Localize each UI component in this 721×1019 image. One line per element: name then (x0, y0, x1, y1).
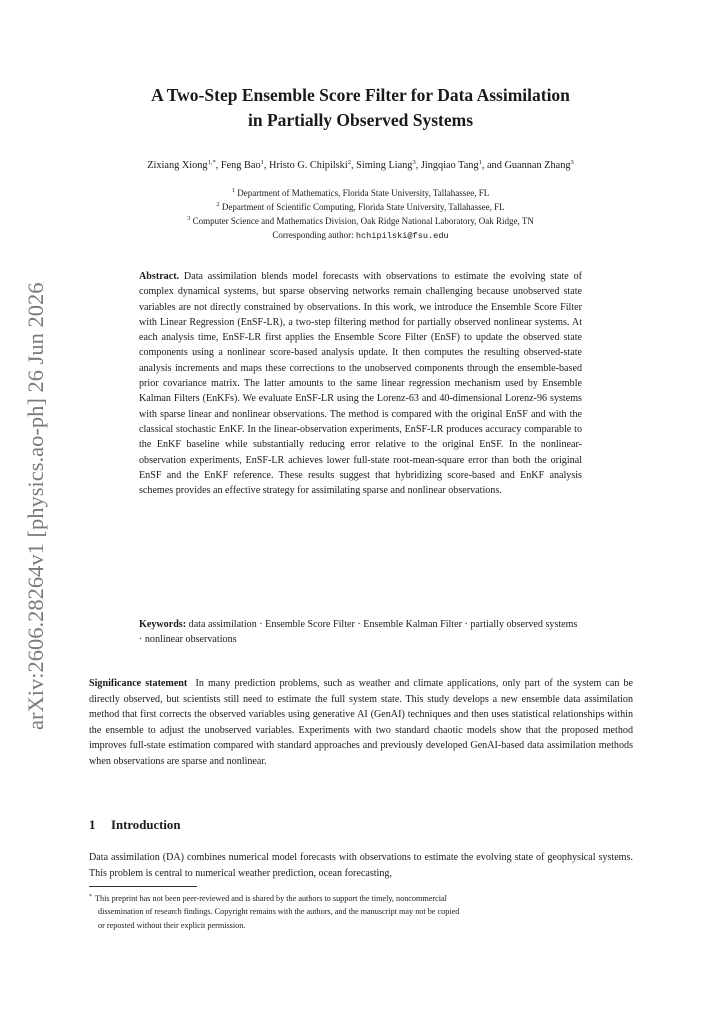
arxiv-identifier-text: arXiv:2606.28264v1 [physics.ao-ph] 26 Jun 2026 (23, 282, 48, 730)
author-mark: 2 (347, 159, 351, 166)
introduction-paragraph (89, 850, 633, 881)
author-mark: 3 (412, 159, 416, 166)
affiliation (90, 214, 631, 228)
author-name: Zixiang Xiong (147, 160, 208, 171)
section-heading (89, 816, 180, 834)
affiliation-text: Department of Scientific Computing, Florida State University, Tallahassee, FL (221, 202, 505, 212)
author-separator: , (350, 160, 357, 171)
paper-title (100, 83, 621, 133)
footnote-line-3: or reposted without their explicit permission. (98, 920, 246, 930)
significance-statement (89, 676, 633, 769)
author-name: Hristo G. Chipilski (269, 160, 348, 171)
author-mark: 1 (478, 159, 482, 166)
affiliations (90, 186, 631, 243)
corresponding-email[interactable]: hchipilski@fsu.edu (355, 231, 449, 241)
affiliation-mark: 2 (216, 201, 220, 208)
affiliation-text: Computer Science and Mathematics Division, Oak Ridge National Laboratory, Oak Ridge, TN (192, 216, 534, 226)
author-name: Guannan Zhang (504, 160, 571, 171)
author-separator: , and (481, 160, 505, 171)
title-line-1: A Two-Step Ensemble Score Filter for Data Assimilation (151, 85, 570, 105)
footnote-line-2: dissemination of research findings. Copyright remains with the authors, and the manuscript may not be copied (98, 907, 460, 917)
author-list (70, 159, 651, 173)
footnote-line-1: This preprint has not been peer-reviewed and is shared by the authors to support the timely, noncommercial (95, 894, 447, 903)
author-name: Jingqiao Tang (420, 160, 479, 171)
author-name: Feng Bao (220, 160, 261, 171)
affiliation (90, 200, 631, 214)
arxiv-identifier (22, 262, 50, 730)
abstract-label: Abstract. (139, 271, 180, 282)
author-separator: , (215, 160, 221, 171)
author-mark: 1 (260, 159, 264, 166)
author-mark: 3 (570, 159, 574, 166)
affiliation-mark: 3 (187, 215, 191, 222)
section-title: Introduction (111, 818, 181, 832)
author-mark: 1,* (207, 159, 216, 166)
keywords (139, 617, 582, 648)
affiliation-text: Department of Mathematics, Florida State University, Tallahassee, FL (237, 188, 490, 198)
affiliation (90, 186, 631, 200)
significance-label: Significance statement (89, 678, 188, 689)
title-line-2: in Partially Observed Systems (247, 110, 474, 130)
author-separator: , (415, 160, 421, 171)
author-separator: , (263, 160, 270, 171)
footnote (89, 891, 633, 932)
introduction-text: Data assimilation (DA) combines numerical model forecasts with observations to estimate the evolving state of geophysical systems. This problem is central to numerical weather prediction, ocean forecasting, (89, 852, 633, 879)
keywords-text: data assimilation · Ensemble Score Filter · Ensemble Kalman Filter · partially observed systems · nonlinear observations (139, 619, 578, 646)
author-name: Siming Liang (356, 160, 413, 171)
abstract (139, 269, 582, 498)
section-number: 1 (89, 818, 96, 832)
affiliation-mark: 1 (231, 187, 235, 194)
significance-text: In many prediction problems, such as weather and climate applications, only part of the system can be directly observed, but scientists still need to estimate the full system state. This study develops a new ensemble data assimilation method that first corrects the observed variables using generative AI (GenAI) techniques and then uses statistical relationships within the ensemble to adjust the unobserved variables. Experiments with two standard chaotic models show that the proposed method improves full-state estimation compared with standard approaches and previously developed GenAI-based data assimilation methods when observations are sparse and nonlinear. (89, 678, 633, 767)
footnote-divider (89, 886, 197, 887)
keywords-label: Keywords: (139, 619, 187, 630)
abstract-text: Data assimilation blends model forecasts with observations to estimate the evolving state of complex dynamical systems, but sparse observing networks remain challenging because unobserved state variables are not directly constrained by observations. In this work, we introduce the Ensemble Score Filter with Linear Regression (EnSF-LR), a two-step filtering method for partially observed nonlinear systems. At each analysis time, EnSF-LR first applies the Ensemble Score Filter (EnSF) to update the observed state components using a nonlinear score-based analysis update. It then computes the resulting observed-state analysis increments and maps these corrections to the unobserved components through the ensemble-based prior covariance matrix. The latter amounts to the same linear regression mechanism used by Ensemble Kalman Filters (EnKFs). We evaluate EnSF-LR using the Lorenz-63 and 40-dimensional Lorenz-96 systems with sparse linear and nonlinear observations. The method is compared with the original EnSF and with the classical stochastic EnKF. In the linear-observation experiments, EnSF-LR produces accuracy comparable to the EnKF baseline while substantially reducing error relative to the original EnSF. In the nonlinear-observation experiments, EnSF-LR achieves lower full-state root-mean-square error than both the original EnSF and the EnKF reference. These results suggest that hybridizing score-based and EnKF analysis schemes provides an effective strategy for assimilating sparse and nonlinear observations. (139, 271, 582, 497)
corresponding-author (90, 228, 631, 243)
corresponding-label: Corresponding author: (272, 230, 356, 240)
footnote-mark: * (89, 894, 92, 900)
